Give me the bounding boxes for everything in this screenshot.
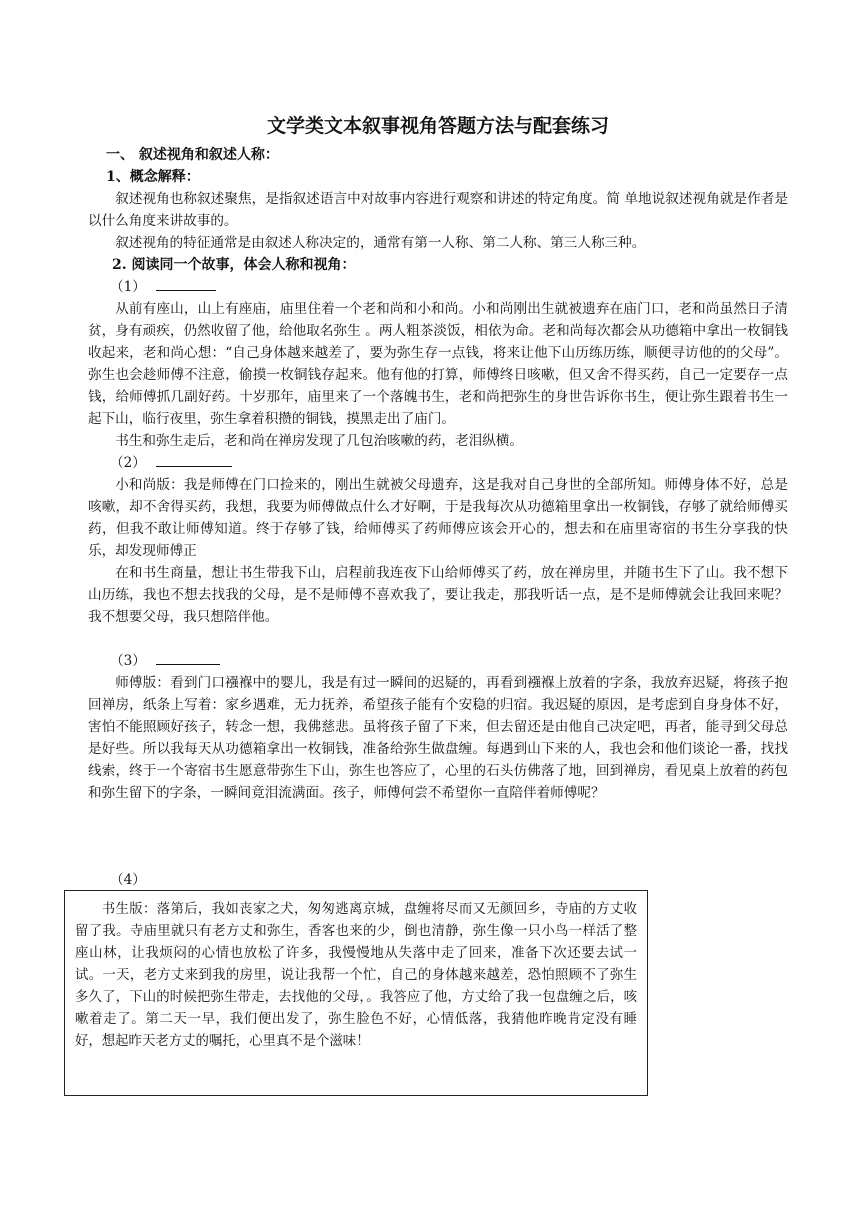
story-4-box — [64, 890, 648, 1096]
story-4-paragraph-1: 书生版：落第后，我如丧家之犬，匆匆逃离京城，盘缠将尽而又无颜回乡，寺庙的方丈收留了我。寺庙里就只有老方丈和弥生，香客也来的少，倒也清静，弥生像一只小鸟一样活了整座山林，让我烦闷的心情也放松了许多，我慢慢地从失落中走了回来，准备下次还要去试一试。一天，老方丈来到我的房里，说让我帮一个忙，自己的身体越来越差，恐怕照顾不了弥生多久了，下山的时候把弥生带走，去找他的父母，。我答应了他，方丈给了我一包盘缠之后，咳嗽着走了。第二天一早，我们便出发了，弥生脸色不好，心情低落，我猜他昨晚肯定没有睡好，想起昨天老方丈的嘱托，心里真不是个滋味！ — [75, 902, 637, 1049]
page-title: 文学类文本叙事视角答题方法与配套练习 — [266, 115, 609, 137]
spacer — [88, 628, 788, 650]
story-1-paragraph-2: 书生和弥生走后，老和尚在禅房发现了几包治咳嗽的药，老泪纵横。 — [115, 433, 523, 449]
story-1-label: （1） — [110, 279, 146, 295]
subsection-heading-reading: 2. 阅读同一个故事，体会人称和视角： — [112, 257, 356, 273]
story-3-label-line — [88, 650, 788, 672]
story-3-paragraph-1: 师傅版：看到门口襁褓中的婴儿，我是有过一瞬间的迟疑的，再看到襁褓上放着的字条，我放弃迟疑，将孩子抱回禅房，纸条上写着：家乡遇难，无力抚养，希望孩子能有个安稳的归宿。我迟疑的原因，是考虑到自身身体不好，害怕不能照顾好孩子，转念一想，我佛慈悲。虽将孩子留了下来，但去留还是由他自己决定吧，再者，能寻到父母总是好些。所以我每天从功德箱拿出一枚铜钱，准备给弥生做盘缠。每遇到山下来的人，我也会和他们谈论一番，找找线索，终于一个寄宿书生愿意带弥生下山，弥生也答应了，心里的石头仿佛落了地，回到禅房，看见桌上放着的药包和弥生留下的字条，一瞬间竟泪流满面。孩子，师傅何尝不希望你一直陪伴着师傅呢？ — [88, 675, 788, 801]
concept-paragraph-1: 叙述视角也称叙述聚焦，是指叙述语言中对故事内容进行观察和讲述的特定角度。简 单地说叙述视角就是作者是以什么角度来讲故事的。 — [88, 191, 788, 229]
subsection-heading-concept: 1、概念解释： — [106, 169, 200, 185]
story-3-label: （3） — [110, 653, 146, 669]
story-2-label: （2） — [110, 455, 146, 471]
story-1-paragraph-1: 从前有座山，山上有座庙，庙里住着一个老和尚和小和尚。小和尚刚出生就被遗弃在庙门口，老和尚虽然日子清贫，身有顽疾，仍然收留了他，给他取名弥生 。两人粗茶淡饭，相依为命。老和尚每次都会从功德箱中拿出一枚铜钱收起来，老和尚心想：“自己身体越来越差了，要为弥生存一点钱，将来让他下山历练历练，顺便寻访他的的父母”。弥生也会趁师傅不注意，偷摸一枚铜钱存起来。他有他的打算，师傅终日咳嗽，但又舍不得买药，自己一定要存一点钱，给师傅抓几副好药。十岁那年，庙里来了一个落魄书生，老和尚把弥生的身世告诉你书生，便让弥生跟着书生一起下山，临行夜里，弥生拿着积攒的铜钱，摸黑走出了庙门。 — [88, 301, 788, 427]
concept-paragraph-2: 叙述视角的特征通常是由叙述人称决定的，通常有第一人称、第二人称、第三人称三种。 — [115, 235, 646, 251]
fill-in-blank-1[interactable] — [156, 278, 216, 291]
fill-in-blank-3[interactable] — [156, 652, 220, 665]
story-1-label-line — [88, 276, 788, 298]
story-2-paragraph-2: 在和书生商量，想让书生带我下山，启程前我连夜下山给师傅买了药，放在禅房里，并随书生下了山。我不想下山历练，我也不想去找我的父母，是不是师傅不喜欢我了，要让我走，那我听话一点，是不是师傅就会让我回来呢？我不想要父母，我只想陪伴他。 — [88, 565, 788, 625]
document-page — [88, 112, 788, 804]
fill-in-blank-2[interactable] — [156, 454, 232, 467]
story-4-label: （4） — [110, 872, 146, 888]
section-heading: 一、 叙述视角和叙述人称： — [106, 147, 279, 163]
story-2-paragraph-1: 小和尚版：我是师傅在门口捡来的，刚出生就被父母遗弃，这是我对自己身世的全部所知。师傅身体不好，总是咳嗽，却不舍得买药，我想，我要为师傅做点什么才好啊，于是我每次从功德箱里拿出一枚铜钱，存够了就给师傅买药，但我不敢让师傅知道。终于存够了钱，给师傅买了药师傅应该会开心的，想去和在庙里寄宿的书生分享我的快乐，却发现师傅正 — [88, 477, 788, 559]
story-2-label-line — [88, 452, 788, 474]
